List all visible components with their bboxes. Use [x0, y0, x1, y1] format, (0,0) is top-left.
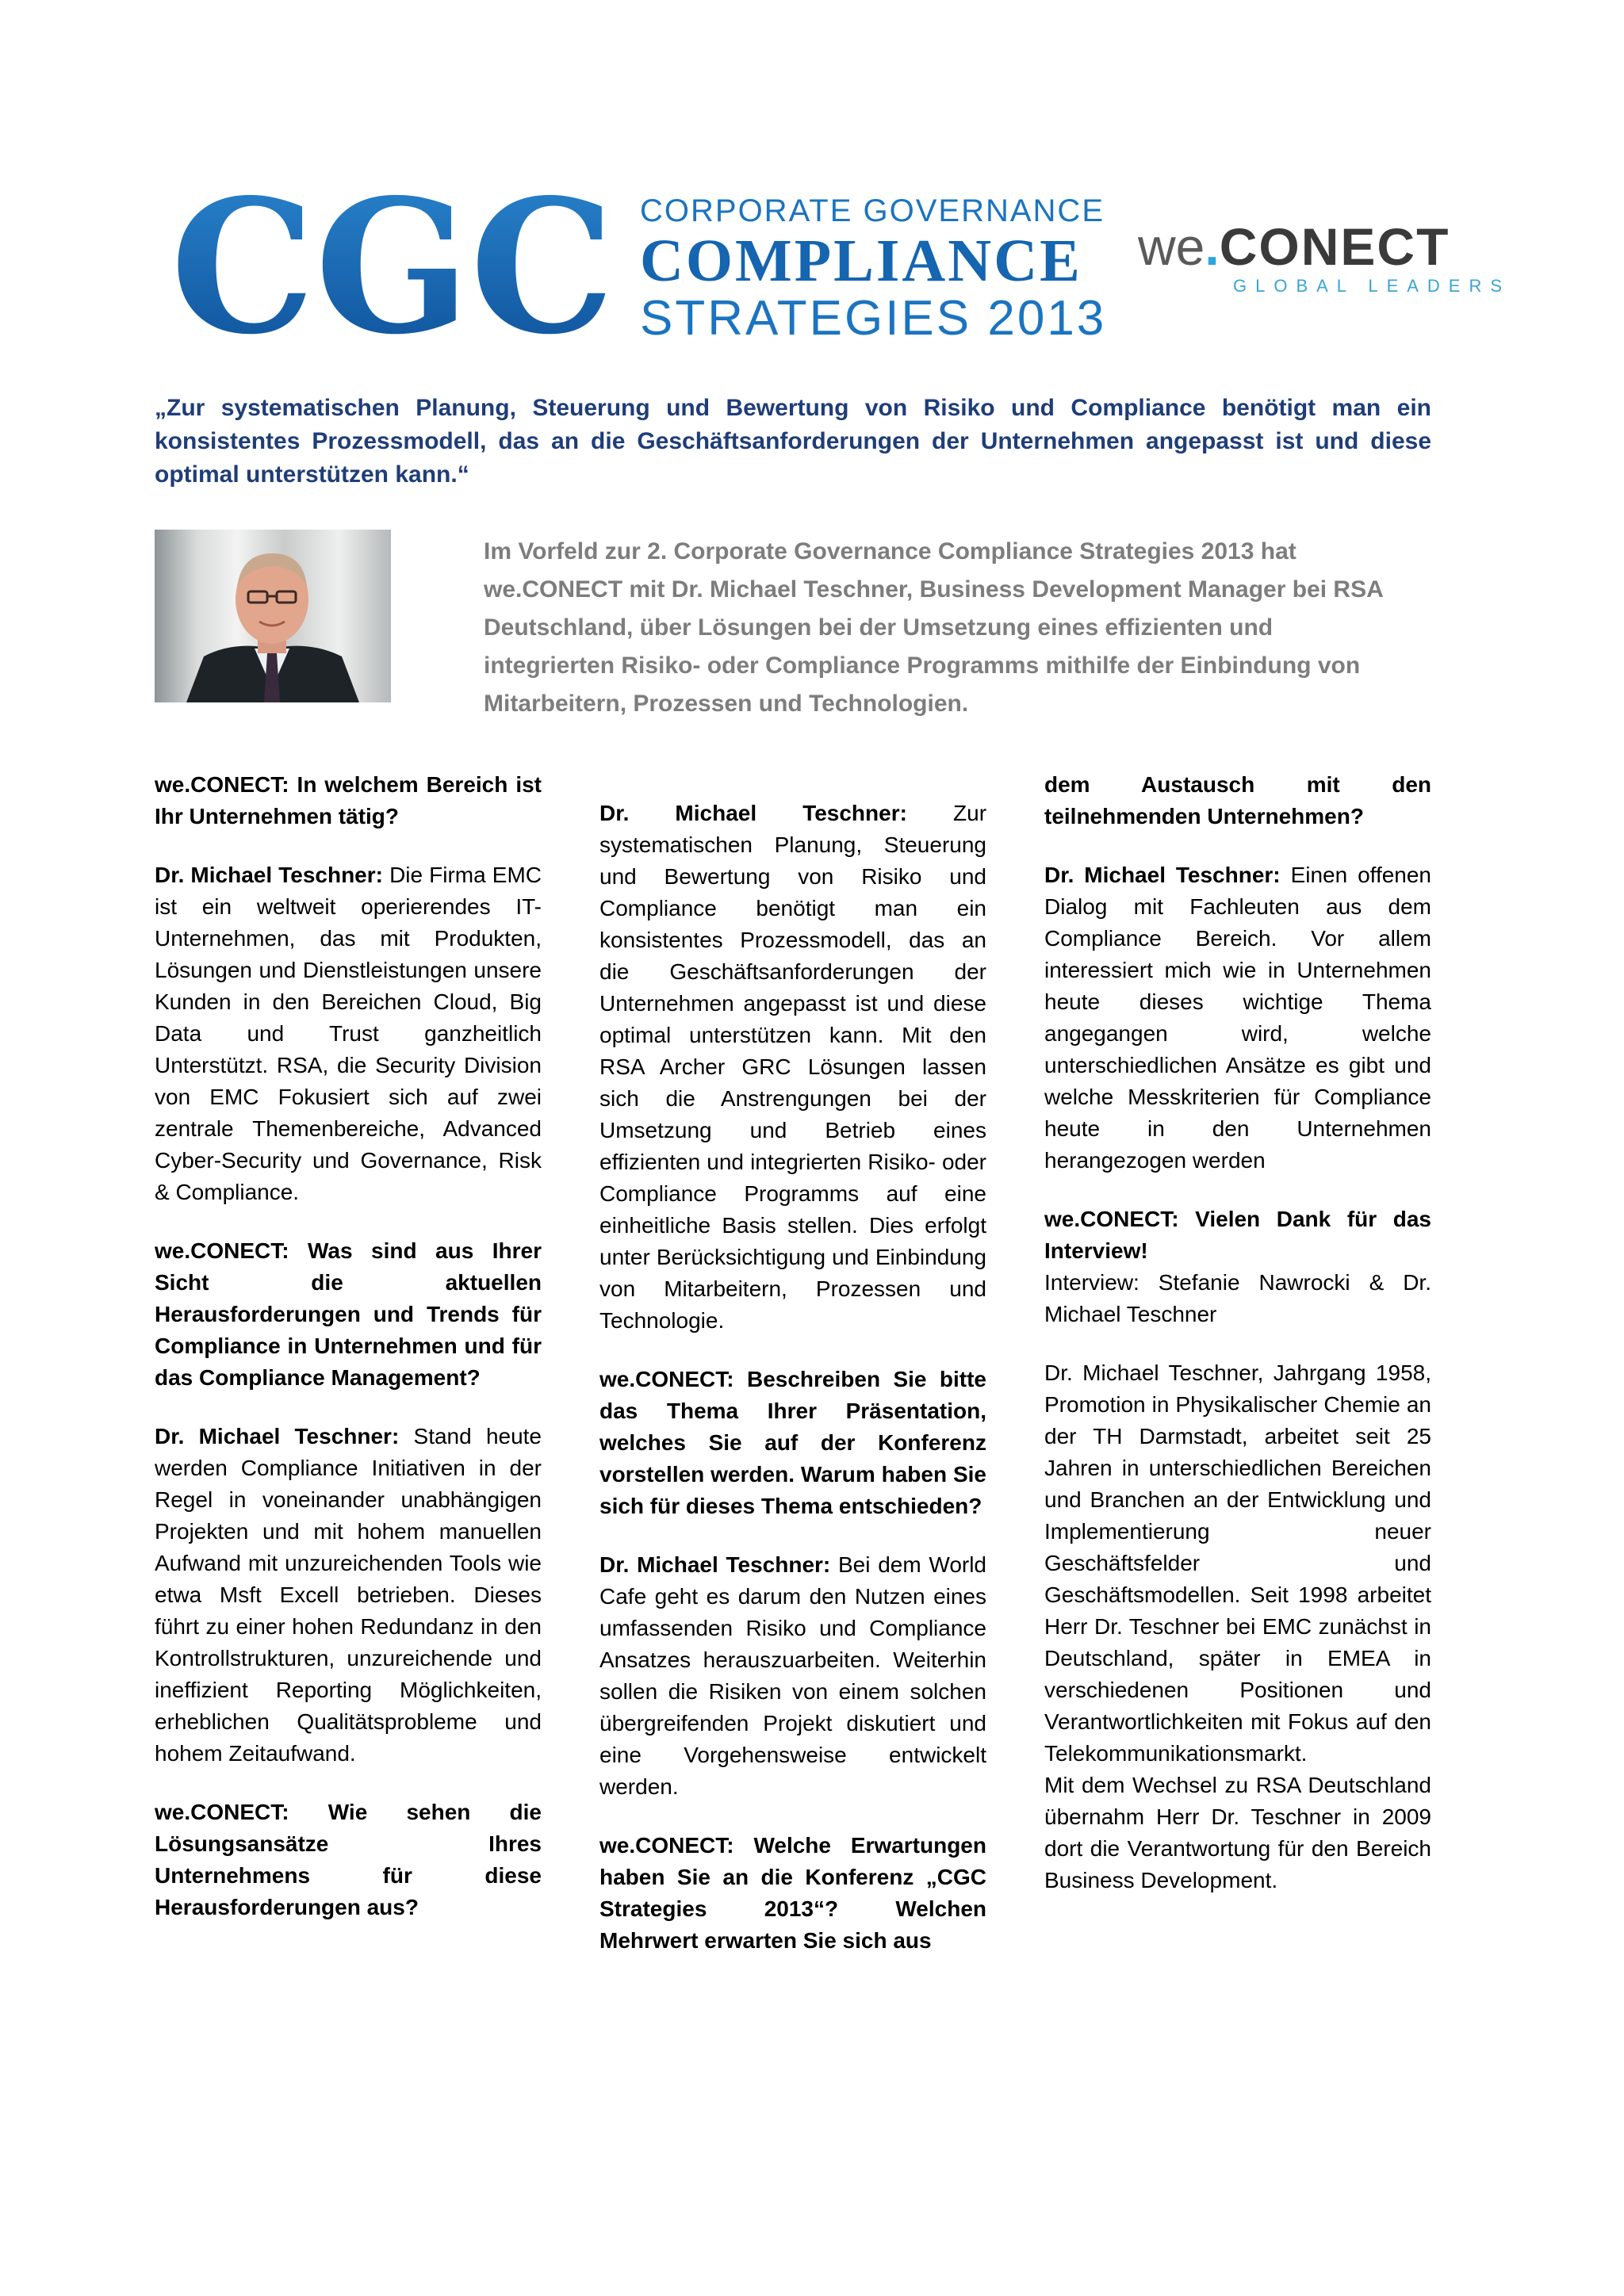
question-4: we.CONECT: Beschreiben Sie bitte das Thema Ihrer Präsentation, welches Sie auf der Konferenz vorstellen werden. Warum haben Sie sich für dieses Thema entschieden?: [599, 1367, 986, 1518]
answer-3-text: Zur systematischen Planung, Steuerung und Bewertung von Risiko und Compliance benötigt man ein konsistentes Prozessmodell, das an die Geschäftsanforderungen der Unternehmen angepasst ist und diese optimal unterstützen kann. Mit den RSA Archer GRC Lösungen lassen sich die Anstrengungen bei der Umsetzung und Betrieb eines effizienten und integrierten Risiko- oder Compliance Programms auf eine einheitliche Basis stellen. Dies erfolgt unter Berücksichtigung und Einbindung von Mitarbeitern, Prozessen und Technologie.: [599, 801, 987, 1333]
answer-2-text: Stand heute werden Compliance Initiativen in der Regel in voneinander unabhängigen Projekten und mit hohem manuellen Aufwand mit unzureichenden Tools wie etwa Msft Excell betrieben. Dieses führt zu einer hohen Redundanz in den Kontrollstrukturen, unzureichende und ineffizient Reporting Möglichkeiten, erheblichen Qualitätsprobleme und hohem Zeitaufwand.: [155, 1424, 542, 1766]
column-3: [1044, 769, 1431, 1896]
portrait-photo: [155, 530, 391, 702]
answer-3-speaker: Dr. Michael Teschner:: [599, 801, 907, 825]
cgc-wordmark-line3: STRATEGIES 2013: [640, 291, 1107, 346]
question-5-part-2: dem Austausch mit den teilnehmenden Unternehmen?: [1044, 772, 1431, 828]
cgc-logo-wordmark: [640, 192, 1107, 346]
column-2: [599, 798, 986, 1957]
answer-2: [155, 1421, 542, 1770]
weconect-logo-we: we: [1138, 217, 1205, 276]
question-3: we.CONECT: Wie sehen die Lösungsansätze Ihres Unternehmens für diese Herausforderungen aus?: [155, 1800, 542, 1919]
lead-quote: „Zur systematischen Planung, Steuerung und Bewertung von Risiko und Compliance benötigt man ein konsistentes Prozessmodell, das an die Geschäftsanforderungen der Unternehmen angepasst ist und diese optimal unterstützen kann.“: [155, 395, 1431, 488]
answer-3: [599, 798, 986, 1337]
question-6: we.CONECT: Vielen Dank für das Interview!: [1044, 1207, 1431, 1263]
bio-paragraph-1: Dr. Michael Teschner, Jahrgang 1958, Promotion in Physikalischer Chemie an der TH Darmstadt, arbeitet seit 25 Jahren in unterschiedlichen Bereichen und Branchen an der Entwicklung und Implementierung neuer Geschäftsfelder und Geschäftsmodellen. Seit 1998 arbeitet Herr Dr. Teschner bei EMC zunächst in Deutschland, später in EMEA in verschiedenen Positionen und Verantwortlichkeiten mit Fokus auf den Telekommunikationsmarkt.: [1044, 1360, 1431, 1766]
question-1: we.CONECT: In welchem Bereich ist Ihr Unternehmen tätig?: [155, 772, 542, 828]
intro-paragraph: Im Vorfeld zur 2. Corporate Governance Compliance Strategies 2013 hat we.CONECT mit Dr. Michael Teschner, Business Development Manager bei RSA Deutschland, über Lösungen bei der Umsetzung eines effizienten und integrierten Risiko- oder Compliance Programms mithilfe der Einbindung von Mitarbeitern, Prozessen und Technologien.: [484, 538, 1383, 717]
weconect-logo-dot: .: [1205, 217, 1220, 276]
answer-5-text: Einen offenen Dialog mit Fachleuten aus dem Compliance Bereich. Vor allem interessiert mich wie in Unternehmen heute dieses wichtige Thema angegangen wird, welche unterschiedlichen Ansätze es gibt und welche Messkriterien für Compliance heute in den Unternehmen herangezogen werden: [1044, 863, 1432, 1173]
column-1: [155, 769, 542, 1923]
interview-credit: Interview: Stefanie Nawrocki & Dr. Michael Teschner: [1044, 1270, 1431, 1326]
answer-5-speaker: Dr. Michael Teschner:: [1044, 863, 1281, 887]
question-2: we.CONECT: Was sind aus Ihrer Sicht die aktuellen Herausforderungen und Trends für Compliance in Unternehmen und für das Compliance Management?: [155, 1238, 542, 1390]
answer-4: [599, 1549, 986, 1803]
closing-block: [1044, 1203, 1431, 1330]
bio-paragraph-2: Mit dem Wechsel zu RSA Deutschland übernahm Herr Dr. Teschner in 2009 dort die Verantwortung für den Bereich Business Development.: [1044, 1773, 1431, 1892]
cgc-logo-letters: CGC: [170, 181, 615, 363]
answer-1-text: Die Firma EMC ist ein weltweit operierendes IT-Unternehmen, das mit Produkten, Lösungen und Dienstleistungen unsere Kunden in den Bereichen Cloud, Big Data und Trust ganzheitlich Unterstützt. RSA, die Security Division von EMC Fokusiert sich auf zwei zentrale Themenbereiche, Advanced Cyber-Security und Governance, Risk & Compliance.: [155, 863, 542, 1204]
portrait-illustration: [155, 530, 391, 702]
cgc-wordmark-line1: CORPORATE GOVERNANCE: [640, 193, 1105, 228]
answer-4-speaker: Dr. Michael Teschner:: [599, 1552, 831, 1577]
cgc-wordmark-line2: COMPLIANCE: [640, 228, 1082, 294]
answer-4-text: Bei dem World Cafe geht es darum den Nutzen eines umfassenden Risiko und Compliance Ansatzes herauszuarbeiten. Weiterhin sollen die Risiken von einem solchen übergreifenden Projekt diskutiert und eine Vorgehensweise entwickelt werden.: [599, 1552, 987, 1799]
weconect-logo: [1138, 217, 1511, 297]
answer-2-speaker: Dr. Michael Teschner:: [155, 1424, 400, 1448]
question-5-part-1: we.CONECT: Welche Erwartungen haben Sie an die Konferenz „CGC Strategies 2013“? Welchen Mehrwert erwarten Sie sich aus: [599, 1833, 986, 1953]
weconect-logo-tagline: GLOBAL LEADERS: [1233, 276, 1511, 296]
answer-1-speaker: Dr. Michael Teschner:: [155, 863, 383, 887]
header-logos: [155, 181, 1511, 371]
weconect-logo-conect: CONECT: [1219, 217, 1450, 276]
answer-1: [155, 859, 542, 1208]
weconect-logo-name: [1138, 219, 1487, 274]
cgc-logo-mark: [170, 181, 615, 363]
answer-5: [1044, 859, 1431, 1177]
